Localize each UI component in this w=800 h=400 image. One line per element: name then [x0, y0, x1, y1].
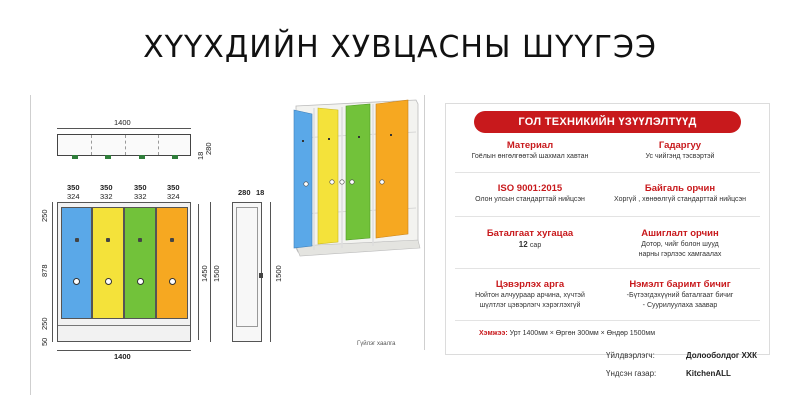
spec-value-2: - Суурилуулаха заавар	[642, 302, 718, 309]
maker-label: Үйлдвэрлэгч:	[606, 351, 655, 360]
spec-divider	[455, 268, 760, 269]
spec-title: Нэмэлт баримт бичиг	[629, 279, 731, 290]
iso-door-yellow	[318, 108, 338, 244]
dim-col-inner-3: 332	[134, 192, 147, 201]
spec-divider	[455, 172, 760, 173]
spec-title: Ашиглалт орчин	[641, 228, 719, 239]
dim-col-inner-1: 324	[67, 192, 80, 201]
dim-side-18: 18	[256, 188, 265, 197]
spec-usage-environment	[605, 228, 755, 260]
spec-value-2: нарны гэрлээс хамгаалах	[638, 251, 722, 258]
spec-environment	[605, 183, 755, 205]
dim-col-outer-3: 350	[134, 183, 147, 192]
spec-value: Дотор, чийг болон шууд	[641, 241, 719, 248]
dim-left-1: 250	[40, 209, 49, 222]
dim-col-inner-2: 332	[100, 192, 113, 201]
maker-row	[606, 351, 757, 360]
dim-top-depth-a: 18	[196, 151, 205, 160]
spec-value: Нойтон алчуураар арчина, хүчтэй	[475, 292, 585, 299]
dim-left-2: 878	[40, 264, 49, 277]
origin-label: Үндсэн газар:	[606, 369, 657, 378]
spec-surface	[605, 140, 755, 162]
spec-value-2: шүлтлэг цэвэрлэгч хэрэглэхгүй	[479, 302, 581, 309]
page-title: ХҮҮХДИЙН ХУВЦАСНЫ ШҮҮГЭЭ	[143, 30, 657, 65]
spec-title: Гадаргуу	[658, 140, 702, 151]
top-view	[57, 134, 191, 156]
dim-col-inner-4: 324	[167, 192, 180, 201]
spec-value: Хоргүй , хөнөөлгүй стандарттай нийцсэн	[613, 196, 747, 203]
dim-col-outer-2: 350	[100, 183, 113, 192]
spec-title: Материал	[506, 140, 554, 151]
dim-left-4: 50	[40, 337, 49, 346]
spec-value	[455, 240, 605, 251]
maker-value: Долооболдог ХХК	[686, 351, 758, 360]
dim-line-right-b	[210, 202, 211, 342]
spec-value: Гоёлын өнгөлгөөтэй шахмал хавтан	[471, 153, 589, 160]
door-orange	[156, 207, 188, 319]
dim-line-side	[270, 202, 271, 342]
drawing-footnote: Гүйлэг хаалга	[357, 341, 396, 347]
size-label: Хэмжээ:	[479, 330, 508, 337]
dim-line-bottom	[57, 350, 191, 351]
spec-material	[455, 140, 605, 162]
dim-line-left	[52, 202, 53, 342]
spec-value: Олон улсын стандарттай нийцсэн	[475, 196, 585, 203]
dim-col-outer-1: 350	[67, 183, 80, 192]
dim-line-top	[57, 128, 191, 129]
cabinet-3d-illustration	[288, 96, 423, 266]
spec-panel-header: ГОЛ ТЕХНИКИЙН ҮЗҮҮЛЭЛТҮҮД	[474, 111, 741, 133]
size-value: Урт 1400мм × Өргөн 300мм × Өндөр 1500мм	[509, 330, 656, 337]
origin-value: KitchenALL	[686, 369, 731, 378]
dim-col-outer-4: 350	[167, 183, 180, 192]
spec-title: Байгаль орчин	[644, 183, 716, 194]
dim-right-1500: 1500	[212, 265, 221, 282]
iso-door-orange	[376, 100, 408, 238]
dim-side-height: 1500	[274, 265, 283, 282]
left-frame-line	[30, 95, 31, 395]
size-line	[479, 330, 655, 337]
door-yellow	[92, 207, 124, 319]
dim-right-1450: 1450	[200, 265, 209, 282]
dim-line-right-a	[198, 204, 199, 340]
spec-iso	[455, 183, 605, 205]
dim-left-3: 250	[40, 317, 49, 330]
spec-title: Баталгаат хугацаа	[486, 228, 574, 239]
dim-bottom-width: 1400	[114, 352, 131, 361]
warranty-unit: сар	[529, 242, 542, 249]
spec-value: Ус чийгэнд тэсвэртэй	[645, 153, 715, 160]
spec-title: ISO 9001:2015	[497, 183, 563, 194]
iso-door-green	[346, 104, 370, 240]
front-view	[57, 202, 191, 342]
spec-warranty	[455, 228, 605, 251]
spec-documents	[605, 279, 755, 311]
dim-side-280: 280	[238, 188, 251, 197]
dim-top-width: 1400	[114, 118, 131, 127]
spec-cleaning	[455, 279, 605, 311]
dim-top-depth-b: 280	[204, 142, 213, 155]
iso-door-blue	[294, 110, 312, 248]
door-blue	[61, 207, 92, 319]
side-view	[232, 202, 262, 342]
warranty-number: 12	[518, 240, 528, 249]
spec-divider	[455, 216, 760, 217]
spec-divider	[455, 320, 760, 321]
spec-title: Цэвэрлэх арга	[495, 279, 565, 290]
door-green	[124, 207, 156, 319]
middle-frame-line	[424, 95, 425, 350]
spec-value: -Бүтээгдэхүүний баталгаат бичиг	[626, 292, 734, 299]
origin-row	[606, 369, 731, 378]
